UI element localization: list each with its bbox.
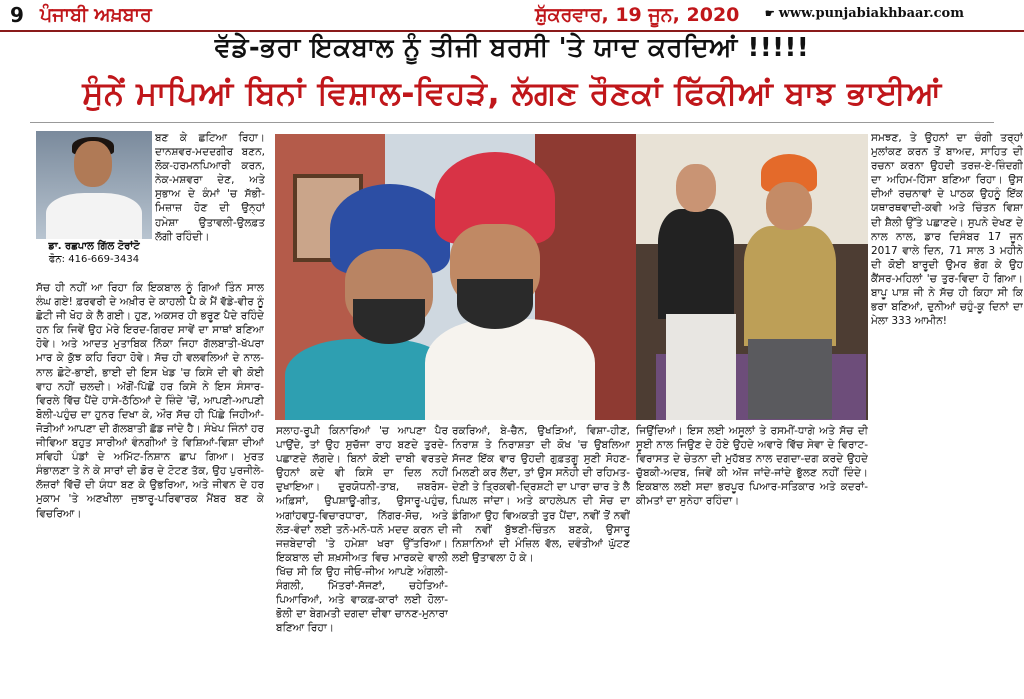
headline-top: ਵੱਡੇ-ਭਰਾ ਇਕਬਾਲ ਨੂੰ ਤੀਜੀ ਬਰਸੀ 'ਤੇ ਯਾਦ ਕਰਦਿਆਂ !!!!!	[214, 33, 810, 63]
article-column-1: ਸੱਚ ਹੀ ਨਹੀਂ ਆ ਰਿਹਾ ਕਿ ਇਕਬਾਲ ਨੂੰ ਗਿਆਂ ਤਿੰਨ ਸਾਲ ਲੰਘ ਗਏ! ਫ਼ਰਵਰੀ ਦੇ ਅਖ਼ੀਰ ਦੇ ਕਾਹਲੀ ਪੈ ਕੇ ਮੈਂ ਵੱਡੇ-ਵੀਰ ਨੂੰ ਛੋਟੀ ਜੀ ਖੋਹ ਕੇ ਲੈ ਗਈ। ਹੁਣ, ਅਕਸਰ ਹੀ ਭਰੂਣ ਪੈਦੇ ਰਹਿੰਦੇ ਹਨ ਕਿ ਜਿਵੇਂ ਉਹ ਮੇਰੇ ਇਰਦ-ਗਿਰਦ ਸਾਵੇਂ ਦਾ ਸਾਥਾਂ ਬਣਿਆ ਹੋਵੇ। ਅਤੇ ਆਦਤ ਮੁਤਾਬਿਕ ਨਿੱਕਾ ਜਿਹਾ ਗੱਲਬਾਤੀ-ਖੱਪਰਾ ਮਾਰ ਕੇ ਕੁੱਝ ਕਹਿ ਰਿਹਾ ਹੋਵੇ। ਸੱਚ ਹੀ ਵਲਵਲਿਆਂ ਦੇ ਨਾਲ-ਨਾਲ ਛੋਟੇ-ਭਾਈ, ਭਾਈ ਦੀ ਇਸ ਖੇਡ 'ਚ ਕਿਸੇ ਦੀ ਵੀ ਕੋਈ ਵਾਹ ਨਹੀਂ ਚਲਦੀ। ਅੱਗੋਂ-ਪਿੱਛੋਂ ਹਰ ਕਿਸੇ ਨੇ ਇਸ ਸੰਸਾਰ-ਵਿਰਲੇ ਵਿੱਚ ਪੈਂਦੇ ਹਾਸੇ-ਠੱਠਿਆਂ ਦੇ ਜ਼ਿੰਦੇ 'ਚੋਂ, ਆਪਣੀ-ਆਪਣੀ ਬੋਲੀ-ਪਹੁੰਚ ਦਾ ਹੁਨਰ ਦਿਖਾ ਕੇ, ਔਰ ਸੱਚ ਹੀ ਪਿੱਛੇ ਜਿਹੀਆਂ-ਜੋੜੀਆਂ ਆਪਣਾ ਦੀ ਗੱਲਬਾਤੀ ਛੱਡ ਜਾਂਦੇ ਹੈ। ਸੰਖੇਪ ਜਿੰਨਾਂ ਹਰ ਜੀਵਿਆ ਬਹੁਤ ਸਾਰੀਆਂ ਵੰਨਗੀਆਂ ਤੇ ਵਿਸ਼ਿਆਂ-ਵਿਸ਼ਾ ਦੀਆਂ ਸਵਿਹੀ ਪੰਡਾਂ ਦੇ ਅਮਿੱਟ-ਨਿਸ਼ਾਨ ਛਾਪ ਗਿਆ। ਮੁਰਤ ਸੰਭਾਲਣਾ ਤੇ ਨੇ ਕੇ ਸਾਰਾਂ ਦੀ ਡੋਰ ਦੇ ਟੋਟਣ ਤੱਕ, ਉਹ ਪੁਰਜੀਲੇ-ਲੱਜ਼ਰਾਂ ਵਿੱਚੋਂ ਦੀ ਯੰਧਾ ਬਣ ਕੇ ਉਭਰਿਆ, ਅਤੇ ਜੀਵਨ ਦੇ ਹਰ ਮੁਕਾਮ 'ਤੇ ਅਣਖੀਲਾ ਜੁਝਾਰੂ-ਪਰਿਵਾਰਕ ਮੈਂਬਰ ਬਣ ਕੇ ਵਿਚਰਿਆ।	[36, 282, 264, 520]
website-url: www.punjabiakhbaar.com	[778, 6, 964, 21]
author-phone: ਫੋਨ: 416-669-3434	[48, 254, 140, 265]
author-photo	[36, 131, 152, 239]
website-link[interactable]	[765, 6, 964, 21]
newspaper-name: ਪੰਜਾਬੀ ਅਖ਼ਬਾਰ	[40, 4, 152, 26]
article-column-1-top: ਬਣ ਕੇ ਛਟਿਆ ਰਿਹਾ। ਦਾਨਸ਼ਵਰ-ਮਦਦਗੀਰ ਬਣਨ, ਲੋਕ-ਹਰਮਨਪਿਆਰੀ ਕਰਨ, ਨੇਕ-ਮਸ਼ਵਰਾ ਦੇਣ, ਅਤੇ ਸੁਭਾਅ ਦੇ ਕੰਮਾਂ 'ਚ ਸੱਭੀ-ਮਿਜ਼ਾਜ਼ ਹੋਣ ਦੀ ਉਨ੍ਹਾਂ ਹਮੇਸ਼ਾ ਉਤਾਵਲੀ-ਉਲਫ਼ਤ ਲੱਗੀ ਰਹਿੰਦੀ।	[155, 132, 265, 243]
page-header	[0, 0, 1024, 32]
article-column-4: ਜਿਉਂਦਿਆਂ। ਇਸ ਲਈ ਅਸੂਲਾਂ ਤੇ ਰਸਮੀਂ-ਧਾਗੇ ਅਤੇ ਸੱਚ ਦੀ ਸੂਈ ਨਾਲ ਜਿਉਣ ਦੇ ਹੋਏ ਉਹਦੇ ਅਵਾਰੇ ਵਿੱਚ ਸੇਵਾ ਦੇ ਵਿਰਾਟ-ਵਿਰਾਸਤ ਦੇ ਚੇਤਨਾ ਦੀ ਮੁਹੱਬਤ ਨਾਲ ਦਗਦਾ-ਦਗ ਕਰਦੇ ਉਹਦੇ ਚੁੱਬਕੀ-ਅਦਬ, ਜਿਵੇਂ ਕੀ ਅੱਜ ਜਾਂਦੇ-ਜਾਂਦੇ ਭੁੱਲਣ ਨਹੀਂ ਦਿੰਦੇ। ਇਕਬਾਲ ਲਈ ਸਦਾ ਭਰਪੂਰ ਪਿਆਰ-ਸਤਿਕਾਰ ਅਤੇ ਕਦਰਾਂ-ਕੀਮਤਾਂ ਦਾ ਸੁਨੇਹਾ ਰਹਿੰਦਾ।	[636, 425, 868, 508]
headline-main: ਸੁੰਨੇਂ ਮਾਪਿਆਂ ਬਿਨਾਂ ਵਿਸ਼ਾਲ-ਵਿਹੜੇ, ਲੱਗਣ ਰੌਣਕਾਂ ਫਿੱਕੀਆਂ ਬਾਝ ਭਾਈਆਂ	[82, 74, 942, 112]
issue-date: ਸ਼ੁੱਕਰਵਾਰ, 19 ਜੂਨ, 2020	[535, 4, 740, 26]
page-number: 9	[10, 3, 24, 27]
article-column-5: ਸਮਝਣ, ਤੇ ਉਹਨਾਂ ਦਾ ਚੰਗੀ ਤਰ੍ਹਾਂ ਮੁਲਾਂਕਣ ਕਰਨ ਤੋਂ ਬਾਅਦ, ਸਾਹਿਤ ਦੀ ਰਚਨਾ ਕਰਨਾ ਉਹਦੀ ਤਰਜ਼-ਏ-ਜ਼ਿੰਦਗੀ ਦਾ ਅਹਿਮ-ਹਿੱਸਾ ਬਣਿਆ ਰਿਹਾ। ਉਸ ਦੀਆਂ ਰਚਨਾਵਾਂ ਦੇ ਪਾਠਕ ਉਹਨੂੰ ਇੱਕ ਯਥਾਰਥਵਾਦੀ-ਕਵੀ ਅਤੇ ਚਿੰਤਨ ਵਿਸ਼ਾ ਦੀ ਸ਼ੈਲੀ ਉੱਤੇ ਪਛਾਣਦੇ। ਸੁਪਨੇ ਦੇਖਣ ਦੇ ਨਾਲ ਨਾਲ, ਡਾਰ ਦਿਸੰਬਰ 17 ਜੂਨ 2017 ਵਾਲੇ ਦਿਨ, 71 ਸਾਲ 3 ਮਹੀਨੇ ਦੀ ਕੋਈ ਬਾਰੂਦੀ ਉਮਰ ਭੋਗ ਕੇ ਉਹ ਕੈਂਸਰ-ਮਹਿਲਾਂ 'ਚ ਤੁਰ-ਵਿਦਾ ਹੋ ਗਿਆ। ਬਾਪੂ ਪਾਸ਼ ਜੀ ਨੇ ਸੱਚ ਹੀ ਕਿਹਾ ਸੀ ਕਿ ਭਰਾ ਬਣਿਆਂ, ਦੁਨੀਆਂ ਚਹੁੰ-ਕੂ ਦਿਨਾਂ ਦਾ ਮੇਲਾ 333 ਆਮੀਨ!	[871, 132, 1023, 328]
article-column-3: ਰਕਰਿਆਂ, ਬੇ-ਚੈਨ, ਉਖੜਿਆਂ, ਵਿਸ਼ਾ-ਹੀਣ, ਨਿਰਾਸ਼ ਤੇ ਨਿਰਾਸ਼ਤਾ ਦੀ ਕੋਖ 'ਚ ਉਬਲਿਆ ਸੱਜਣ ਇੱਕ ਵਾਰ ਉਹਦੀ ਗੁਫ਼ਤਗੂ ਸੁਣੀ ਸੋਹਣ-ਮਿਲਣੀ ਕਰ ਲੈਂਦਾ, ਤਾਂ ਉਸ ਸਨੋਹੀ ਦੀ ਰਹਿਮਤ-ਦੇਣੀ ਤੇ ਤ੍ਰਿਕਵੀ-ਦ੍ਰਿਸ਼ਟੀ ਦਾ ਪਾਰਾ ਚਾਰ ਤੇ ਲੈ ਪਿਘਲ ਜਾਂਦਾ। ਅਤੇ ਕਾਹਲੇਪਨ ਦੀ ਸੋਚ ਦਾ ਡੰਗਿਆ ਉਹ ਵਿਅਕਤੀ ਤੁਰ ਪੈਂਦਾ, ਨਵੀਂ ਤੋਂ ਨਵੀਂ ਜੀ ਨਵੀਂ ਬੁੱਝਣੀ-ਚਿੰਤਨ ਬਣਕੇ, ਉਸਾਰੂ ਨਿਸ਼ਾਨਿਆਂ ਦੀ ਮੰਜ਼ਿਲ ਵੱਲ, ਦਵੰਤੀਆਂ ਘੁੱਟਣ ਲਈ ਉਤਾਵਲਾ ਹੋ ਕੇ।	[452, 425, 630, 564]
author-name: ਡਾ. ਰਛਪਾਲ ਗਿੱਲ ਟੋਰਾਂਟੋ	[48, 241, 140, 252]
divider	[30, 122, 994, 123]
photo-seated	[636, 134, 868, 420]
hand-pointer-icon: ☛	[764, 7, 775, 20]
author-caption	[36, 240, 152, 266]
article-column-2: ਸਲਾਹ-ਰੂਪੀ ਕਿਨਾਰਿਆਂ 'ਚ ਆਪਣਾ ਪੈਰ ਪਾਉਂਦੇ, ਤਾਂ ਉਹ ਸੁਚੱਜਾ ਰਾਹ ਬਣਦੇ ਤੁਰਦੇ-ਪਛਾਣਦੇ ਲੱਗਦੇ। ਬਿਨਾਂ ਕੋਈ ਦਾਬੀ ਵਰਤਦੇ ਉਹਨਾਂ ਕਦੇ ਵੀ ਕਿਸੇ ਦਾ ਦਿਲ ਨਹੀਂ ਦੁਖਾਇਆ। ਦੁਰਯੋਧਨੀ-ਤਾਬ, ਜ਼ਬਰੋਸ-ਅਫ਼ਿਸਾਂ, ਉਪਸ਼ਾਊ-ਗੀਤ, ਉਸਾਰੂ-ਪਹੁੰਚ, ਅਗਾਂਹਵਧੂ-ਵਿਚਾਰਧਾਰਾ, ਨਿੱਗਰ-ਸੋਚ, ਅਤੇ ਲੋੜ-ਵੰਦਾਂ ਲਈ ਤਨੋ-ਮਨੋ-ਧਨੋ ਮਦਦ ਕਰਨ ਦੀ ਜਜ਼ਬੇਦਾਰੀ 'ਤੇ ਹਮੇਸ਼ਾ ਖਰਾ ਉੱਤਰਿਆ। ਇਕਬਾਲ ਦੀ ਸ਼ਖ਼ਸੀਅਤ ਵਿਚ ਮਾਰਕਦੇ ਵਾਲੀ ਖਿੱਚ ਸੀ ਕਿ ਉਹ ਜੀਓ-ਜੀਅ ਆਪਣੇ ਅੰਗਲੀ-ਸੰਗਲੀ, ਮਿੱਤਰਾਂ-ਸੱਜਣਾਂ, ਚਹੇਤਿਆਂ-ਪਿਆਰਿਆਂ, ਅਤੇ ਵਾਕਫ਼-ਕਾਰਾਂ ਲਈ ਹੋਲਾ-ਭੋਲੀ ਦਾ ਬੇਗਮਤੀ ਦਗਦਾ ਦੀਵਾ ਚਾਨਣ-ਮੁਨਾਰਾ ਬਣਿਆ ਰਿਹਾ।	[276, 425, 448, 635]
photo-brothers	[275, 134, 637, 420]
